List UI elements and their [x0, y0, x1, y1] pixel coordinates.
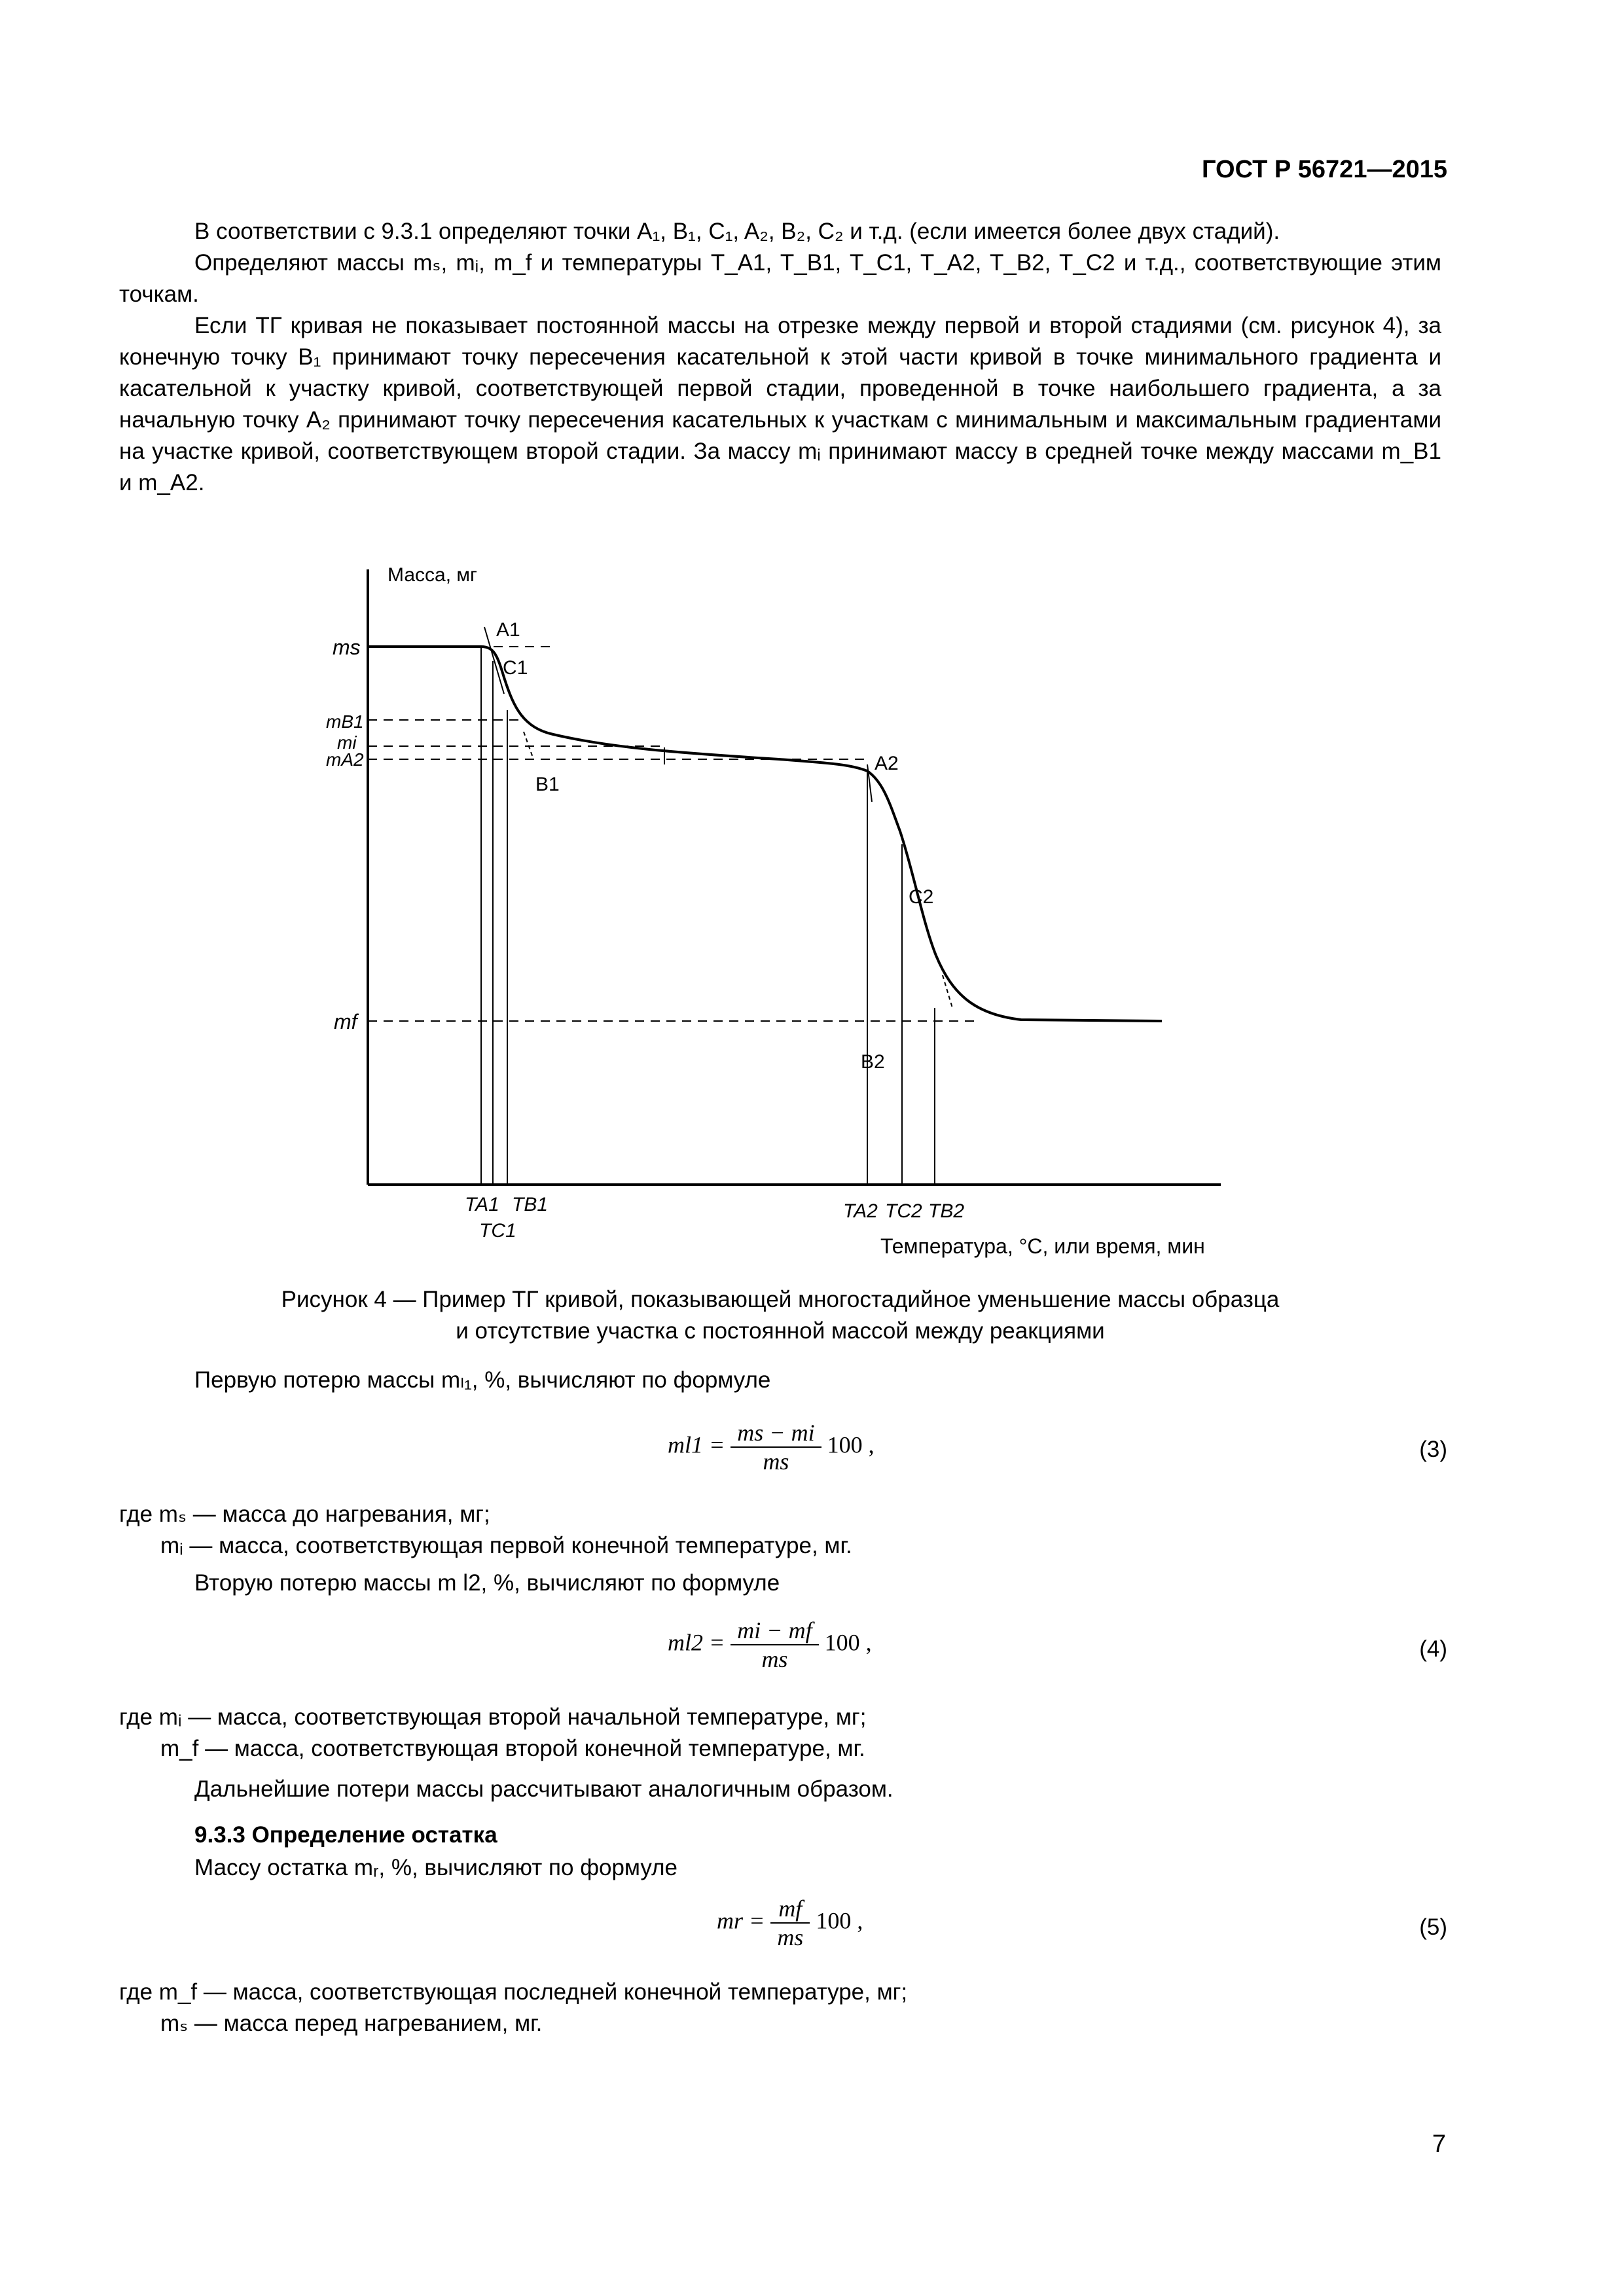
label-tb2: TB2 — [928, 1200, 965, 1222]
eq3-number: (3) — [1419, 1437, 1447, 1462]
label-mb1: mB1 — [326, 711, 364, 732]
figure-caption — [119, 1284, 1441, 1347]
eq3-lhs: ml1 = — [668, 1431, 725, 1458]
eq5-fraction — [770, 1895, 810, 1951]
label-ta2: TA2 — [843, 1200, 878, 1222]
eq5-numerator: mf — [770, 1895, 810, 1924]
eq4-where-2: m_f — масса, соответствующая второй конечной температуре, мг. — [160, 1736, 865, 1761]
label-ms: ms — [333, 636, 361, 659]
eq3-where-2: mᵢ — масса, соответствующая первой конечной температуре, мг. — [160, 1533, 852, 1558]
paragraph-tg-curve: Если ТГ кривая не показывает постоянной массы на отрезке между первой и второй стадиями (см. рисунок 4), за конечную точку B₁ принимают точку пересечения касательной к этой части кривой в точке минимального градиента и касательной к участку кривой, соответствующей первой стадии, проведенной в точке наибольшего градиента, а за начальную точку A₂ принимают точку пересечения касательных к участкам с минимальным и максимальным градиентами на участке кривой, соответствующем второй стадии. За массу mᵢ принимают массу в средней точке между массами m_B1 и m_A2. — [119, 313, 1441, 495]
page-number: 7 — [1432, 2130, 1446, 2158]
caption-line-2: и отсутствие участка с постоянной массой между реакциями — [456, 1318, 1105, 1344]
document-number: ГОСТ Р 56721—2015 — [1202, 156, 1447, 183]
tg-curve-figure — [308, 556, 1237, 1270]
eq3-numerator: ms − mi — [731, 1419, 821, 1448]
tangent-stage2 — [867, 764, 872, 802]
eq4-numerator: mi − mf — [731, 1617, 818, 1645]
label-tb1: TB1 — [512, 1194, 549, 1215]
eq3-where-1: где mₛ — масса до нагревания, мг; — [119, 1501, 490, 1527]
equation-3 — [668, 1419, 875, 1475]
eq4-fraction — [731, 1617, 818, 1673]
label-mf: mf — [334, 1010, 357, 1033]
eq5-where-1: где m_f — масса, соответствующая последней конечной температуре, мг; — [119, 1979, 908, 2005]
label-point-a2: A2 — [875, 753, 899, 774]
intro-paragraphs — [119, 216, 1441, 499]
eq4-intro: Вторую потерю массы m l2, %, вычисляют по формуле — [194, 1570, 780, 1596]
eq4-number: (4) — [1419, 1636, 1447, 1662]
equation-4 — [668, 1617, 872, 1673]
eq3-fraction — [731, 1419, 821, 1475]
label-point-b2: B2 — [861, 1051, 885, 1073]
paragraph-masses: Определяют массы mₛ, mᵢ, m_f и температуры T_A1, T_B1, T_C1, T_A2, T_B2, T_C2 и т.д., соответствующие этим точкам. — [119, 250, 1441, 307]
eq4-factor: 100 , — [824, 1629, 872, 1656]
eq5-intro: Массу остатка mᵣ, %, вычисляют по формуле — [194, 1855, 677, 1880]
eq4-where-1: где mᵢ — масса, соответствующая второй начальной температуре, мг; — [119, 1704, 867, 1730]
eq5-factor: 100 , — [816, 1907, 863, 1934]
eq5-lhs: mr = — [717, 1907, 765, 1934]
label-tc2: TC2 — [885, 1200, 922, 1222]
eq3-denominator: ms — [763, 1448, 789, 1475]
eq3-factor: 100 , — [827, 1431, 875, 1458]
eq5-denominator: ms — [777, 1924, 804, 1950]
label-tc1: TC1 — [479, 1220, 516, 1242]
eq5-where-2: mₛ — масса перед нагреванием, мг. — [160, 2011, 543, 2036]
label-ta1: TA1 — [465, 1194, 499, 1215]
label-ma2: mA2 — [326, 749, 364, 770]
section-heading: 9.3.3 Определение остатка — [194, 1822, 497, 1848]
label-point-b1: B1 — [535, 774, 560, 795]
label-mi: mi — [337, 732, 357, 753]
label-point-a1: A1 — [496, 619, 520, 641]
tg-curve — [368, 647, 1162, 1021]
eq4-lhs: ml2 = — [668, 1629, 725, 1656]
eq5-number: (5) — [1419, 1914, 1447, 1940]
y-axis-title: Масса, мг — [388, 564, 477, 586]
label-point-c1: C1 — [503, 657, 528, 679]
label-point-c2: C2 — [909, 886, 934, 908]
equation-5 — [717, 1895, 863, 1951]
eq3-intro: Первую потерю массы mₗ₁, %, вычисляют по формуле — [194, 1367, 771, 1393]
paragraph-points: В соответствии с 9.3.1 определяют точки A₁, B₁, C₁, A₂, B₂, C₂ и т.д. (если имеется более двух стадий). — [194, 219, 1280, 244]
x-axis-title: Температура, °С, или время, мин — [880, 1234, 1205, 1258]
further-losses-text: Дальнейшие потери массы рассчитывают аналогичным образом. — [194, 1776, 893, 1802]
eq4-denominator: ms — [761, 1646, 788, 1672]
caption-line-1: Рисунок 4 — Пример ТГ кривой, показывающей многостадийное уменьшение массы образца — [281, 1287, 1280, 1312]
